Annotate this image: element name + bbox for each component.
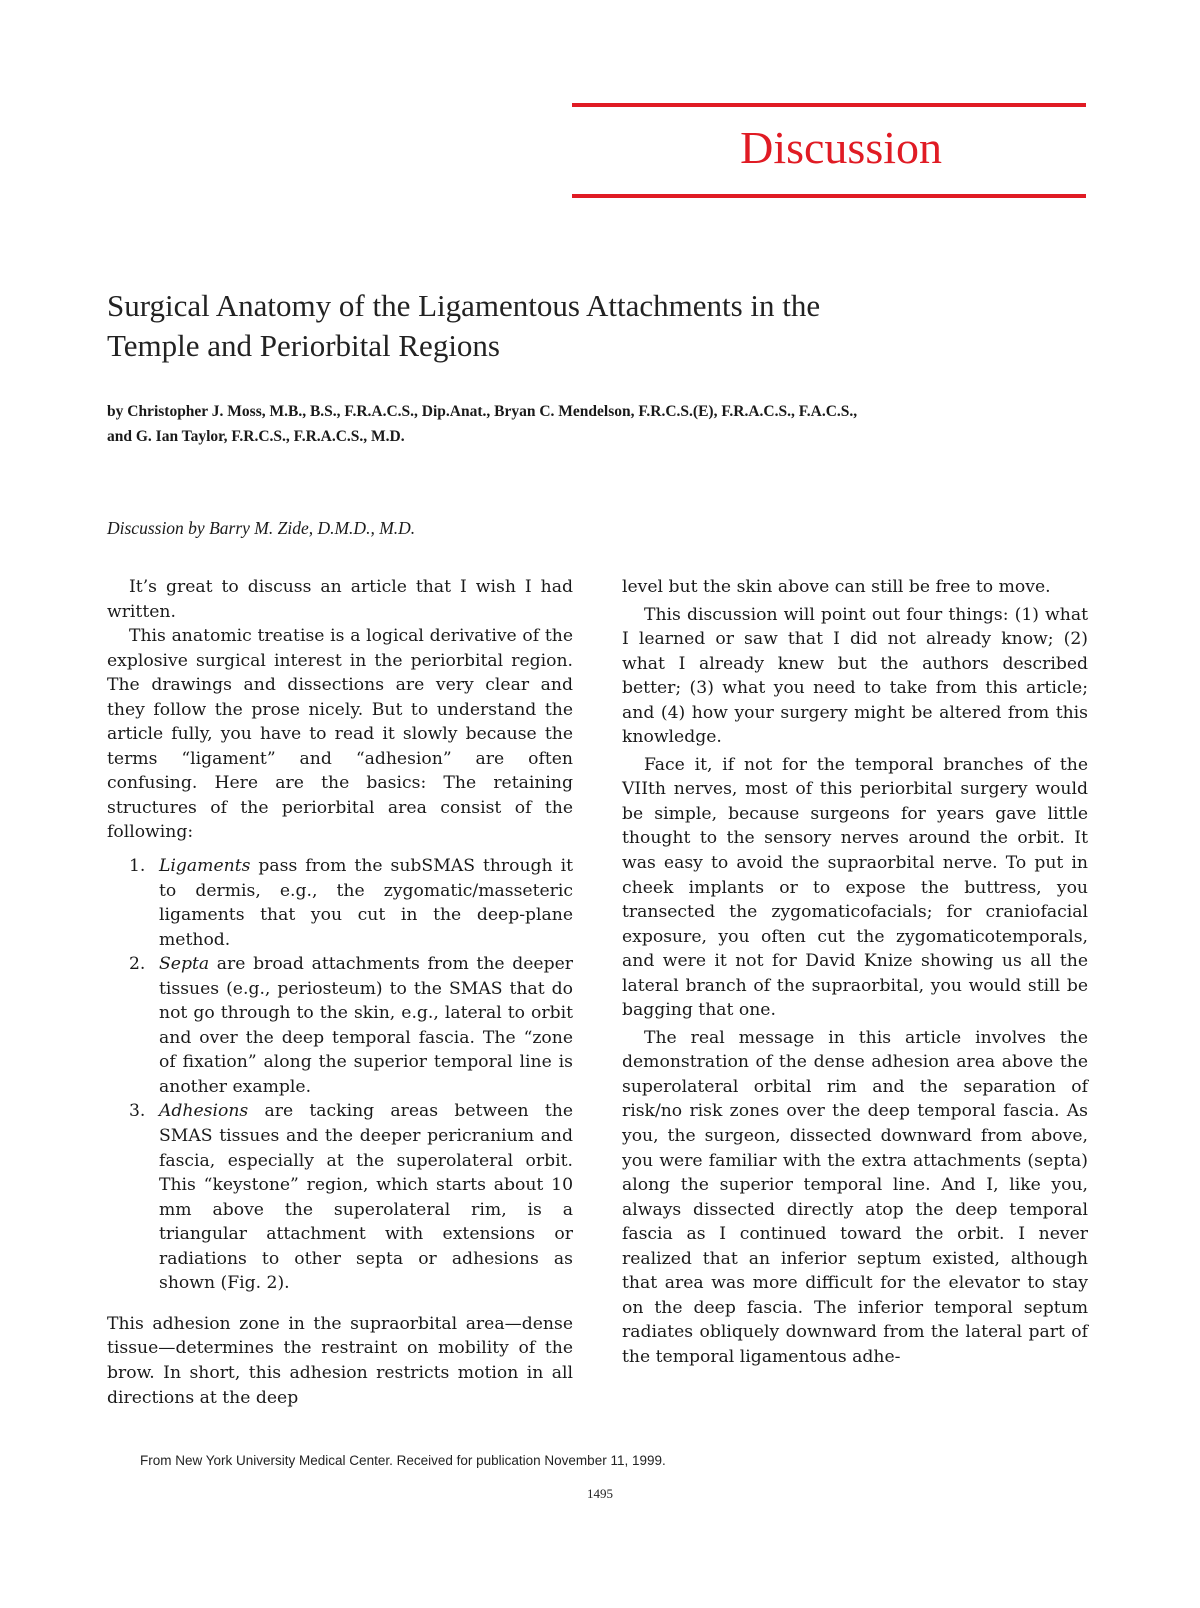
authors-line: by Christopher J. Moss, M.B., B.S., F.R.A.C.S., Dip.Anat., Bryan C. Mendelson, F.R.C.S.(E), F.R.A.C.S., F.A.C.S.,	[107, 403, 858, 420]
list-item-text: pass from the subSMAS through it to dermis, e.g., the zygomatic/masseteric ligaments that you cut in the deep-plane method.	[159, 856, 573, 950]
list-item-text: are broad attachments from the deeper tissues (e.g., periosteum) to the SMAS that do not go through to the skin, e.g., lateral to orbit and over the deep temporal fascia. The “zone of fixation” along the superior temporal line is another example.	[159, 954, 573, 1097]
paragraph: This anatomic treatise is a logical derivative of the explosive surgical interest in the periorbital region. The drawings and dissections are very clear and they follow the prose nicely. But to understand the article fully, you have to read it slowly because the terms “ligament” and “adhesion” are often confusing. Here are the basics: The retaining structures of the periorbital area consist of the following:	[107, 626, 573, 843]
paragraph: Face it, if not for the temporal branches of the VIIth nerves, most of this periorbital surgery would be simple, because surgeons for years gave little thought to the sensory nerves around the orbit. It was easy to avoid the supraorbital nerve. To put in cheek implants or to expose the buttress, you transected the zygomaticofacials; for craniofacial exposure, you often cut the zygomaticotemporals, and were it not for David Knize showing us all the lateral branch of the supraorbital, you would still be bagging that one.	[622, 754, 1088, 1021]
page-number: 1495	[587, 1486, 613, 1501]
paragraph: This adhesion zone in the supraorbital area—dense tissue—determines the restraint on mobility of the brow. In short, this adhesion restricts motion in all directions at the deep	[107, 1313, 573, 1408]
paragraph: level but the skin above can still be free to move.	[622, 577, 1051, 597]
list-item	[107, 952, 573, 1099]
section-header: Discussion	[740, 122, 942, 173]
list-item	[107, 1099, 573, 1295]
list-item-term: Ligaments	[159, 856, 251, 877]
list-item-number: 1.	[129, 856, 146, 877]
discussant-byline: Discussion by Barry M. Zide, D.M.D., M.D.	[107, 518, 416, 538]
list-item-text: are tacking areas between the SMAS tissues and the deeper pericranium and fascia, especially at the superolateral orbit. This “keystone” region, which starts about 10 mm above the superolateral rim, is a triangular attachment with extensions or radiations to other septa or adhesions as shown (Fig. 2).	[159, 1101, 573, 1294]
body-column-right	[622, 575, 1088, 1370]
list-item-term: Adhesions	[159, 1101, 249, 1122]
article-title	[107, 286, 1067, 366]
paragraph: The real message in this article involves the demonstration of the dense adhesion area above the superolateral orbital rim and the separation of risk/no risk zones over the deep temporal fascia. As you, the surgeon, dissected downward from above, you were familiar with the extra attachments (septa) along the superior temporal line. And I, like you, always dissected directly atop the deep temporal fascia as I continued toward the orbit. I never realized that an inferior septum existed, although that area was more difficult for the elevator to stay on the deep fascia. The inferior temporal septum radiates obliquely downward from the lateral part of the temporal ligamentous adhe-	[622, 1027, 1088, 1367]
authors-line: and G. Ian Taylor, F.R.C.S., F.R.A.C.S., M.D.	[107, 428, 405, 445]
list-item-number: 2.	[129, 954, 146, 975]
paragraph: It’s great to discuss an article that I wish I had written.	[107, 577, 573, 622]
retaining-structures-list	[107, 854, 573, 1296]
body-column-left	[107, 575, 573, 1410]
list-item	[107, 854, 573, 952]
header-rule-top	[572, 103, 1086, 107]
paragraph: This discussion will point out four things: (1) what I learned or saw that I did not already know; (2) what I already knew but the authors described better; (3) what you need to take from this article; and (4) how your surgery might be altered from this knowledge.	[622, 604, 1088, 748]
article-authors	[107, 399, 1087, 449]
list-item-term: Septa	[159, 954, 210, 975]
header-rule-bottom	[572, 194, 1086, 198]
list-item-number: 3.	[129, 1101, 146, 1122]
article-title-line: Surgical Anatomy of the Ligamentous Attachments in the	[107, 288, 821, 323]
footnote: From New York University Medical Center. Received for publication November 11, 1999.	[140, 1453, 666, 1468]
article-title-line: Temple and Periorbital Regions	[107, 328, 500, 363]
